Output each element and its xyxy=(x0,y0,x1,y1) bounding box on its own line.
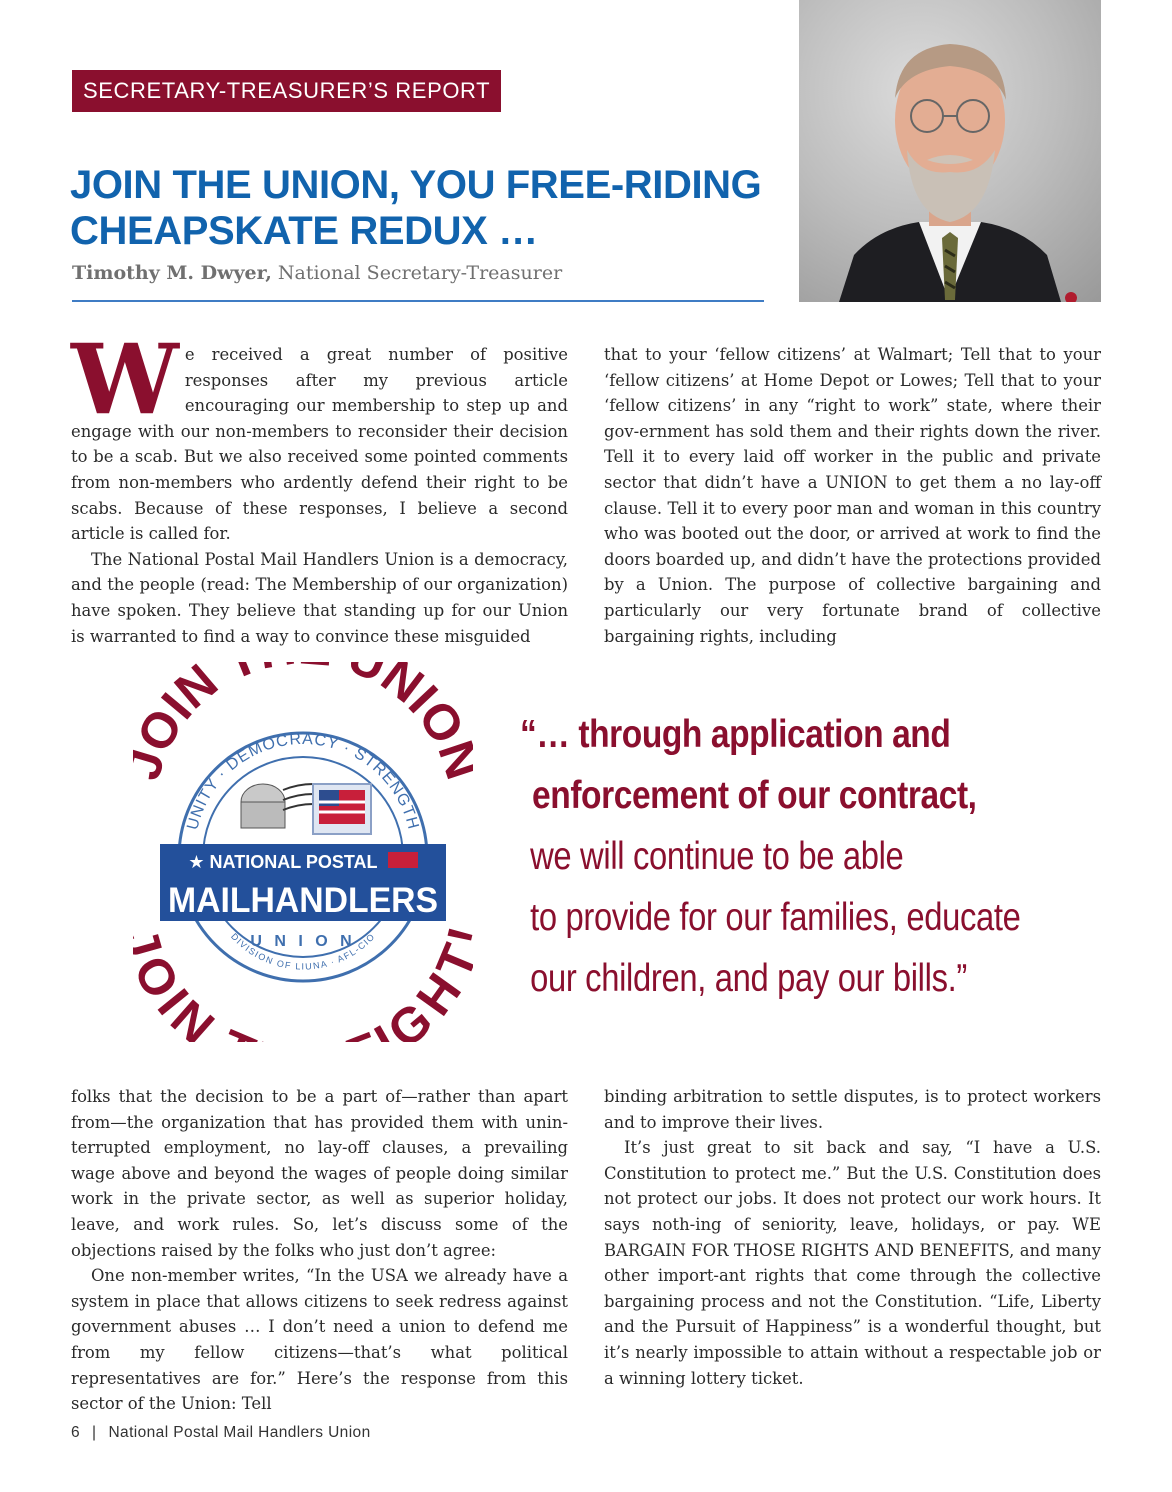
byline xyxy=(72,262,562,284)
article-column-3 xyxy=(71,1084,568,1417)
logo-banner-line-2: MAILHANDLERS xyxy=(168,881,438,920)
union-logo xyxy=(133,662,473,1042)
author-name: Timothy M. Dwyer, xyxy=(72,262,272,284)
flag-stamp-icon xyxy=(313,784,371,834)
publication-name: National Postal Mail Handlers Union xyxy=(108,1424,371,1441)
paragraph: The National Postal Mail Handlers Union is a democracy, and the people (read: The Membership of our organization) have spoken. They believe that standing up for our Union is warranted to find a way to convince these misguided xyxy=(71,549,568,646)
paragraph: that to your ‘fellow citizens’ at Walmart; Tell that to your ‘fellow citizens’ at Home Depot or Lowes; Tell that to your ‘fellow citizens’ in any “right to work” state, where their gov-ernment has sold them and their rights down the river. Tell it to every laid off worker in the public and private sector that didn’t have a UNION to get them a no lay-off clause. Tell it to every poor man and woman in this country who was booted out the door, or arrived at work to find the doors boarded up, and didn’t have the protections provided by a Union. The purpose of collective bargaining and particularly our very fortunate brand of collective bargaining rights, including xyxy=(604,345,1101,646)
paragraph: It’s just great to sit back and say, “I have a U.S. Constitution to protect me.” But the U.S. Constitution does not protect our jobs. It does not protect our work hours. It says noth-ing of seniority, leave, holidays, or pay. WE BARGAIN FOR THOSE RIGHTS AND BENEFITS, and many other import-ant rights that come through the collective bargaining process and not the Constitution. “Life, Liberty and the Pursuit of Happiness” is a wonderful thought, but it’s nearly impossible to attain without a respectable job or a winning lottery ticket. xyxy=(604,1138,1101,1388)
quote-line: we will continue to be able xyxy=(530,835,904,878)
paragraph: binding arbitration to settle disputes, is to protect workers and to improve their lives. xyxy=(604,1087,1101,1132)
page-footer xyxy=(71,1424,371,1442)
drop-cap: W xyxy=(71,323,179,436)
logo-banner-line-1: ★ NATIONAL POSTAL xyxy=(188,852,378,872)
paragraph: One non-member writes, “In the USA we already have a system in place that allows citizens to seek redress against government abuses … I don’t need a union to defend me from my fellow citizens—that’s what political representatives are for.” Here’s the response from this sector of the Union: Tell xyxy=(71,1266,568,1414)
headline-line-2: CHEAPSKATE REDUX … xyxy=(70,209,538,253)
quote-line: enforcement of our contract, xyxy=(532,774,977,817)
article-column-2 xyxy=(604,342,1101,649)
article-column-1 xyxy=(71,323,568,649)
headline-line-1: JOIN THE UNION, YOU FREE-RIDING xyxy=(70,163,762,207)
union-seal-icon xyxy=(133,662,473,1042)
page-number: 6 xyxy=(71,1424,81,1441)
headline-rule xyxy=(72,300,764,302)
logo-union-word: U N I O N xyxy=(250,933,356,950)
article-headline xyxy=(70,162,790,254)
author-photo xyxy=(799,0,1101,302)
footer-separator: | xyxy=(92,1424,97,1441)
paragraph: folks that the decision to be a part of—rather than apart from—the organization that has provided them with unin-terrupted employment, no lay-off clauses, a prevailing wage above and beyond the wages of people doing similar work in the private sector, as well as superior holiday, leave, and work rules. So, let’s discuss some of the objections raised by the folks who just don’t agree: xyxy=(71,1087,568,1260)
portrait-illustration xyxy=(799,0,1101,302)
quote-line: “… through application and xyxy=(520,713,951,756)
logo-arc-top: IN NIO xyxy=(150,662,473,754)
pull-quote xyxy=(520,704,1080,1009)
author-title: National Secretary-Treasurer xyxy=(277,262,563,284)
article-column-4 xyxy=(604,1084,1101,1391)
paragraph: e received a great number of positive responses after my previous article encouraging our membership to step up and engage with our non-members to reconsider their decision to be a scab. But we also received some pointed comments from non-members who ardently defend their right to be scabs. Because of these responses, I believe a second article is called for. xyxy=(71,345,568,544)
quote-line: to provide for our families, educate xyxy=(530,896,1021,939)
quote-line: our children, and pay our bills.” xyxy=(530,957,967,1000)
section-label: SECRETARY-TREASURER’S REPORT xyxy=(72,70,501,112)
logo-ring-bottom: DIVISION OF LIUNA · AFL-CIO xyxy=(229,931,377,972)
logo-ring-top: UNITY · DEMOCRACY · STRENGTH xyxy=(184,730,422,832)
logo-arc-bottom: IN GH xyxy=(146,963,473,1042)
